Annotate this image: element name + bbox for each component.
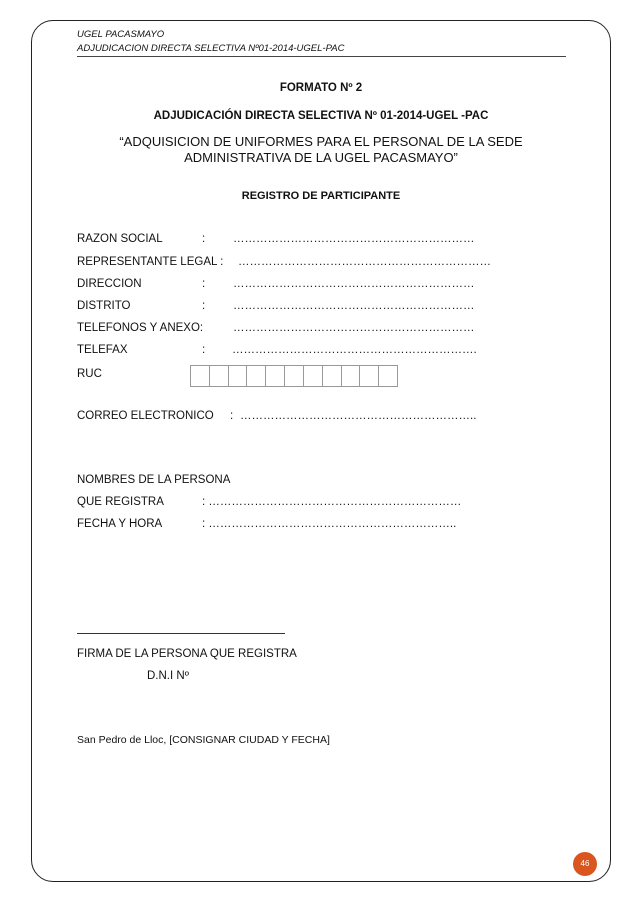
correo-label: CORREO ELECTRONICO	[77, 410, 214, 422]
ruc-digit-cell[interactable]	[285, 366, 304, 386]
distrito-label: DISTRITO	[77, 300, 131, 312]
nombres-label: NOMBRES DE LA PERSONA	[77, 474, 231, 486]
registro-title: REGISTRO DE PARTICIPANTE	[241, 190, 401, 202]
formato-title: FORMATO Nº 2	[279, 82, 363, 94]
direccion-label: DIRECCION	[77, 278, 142, 290]
adjudicacion-title: ADJUDICACIÓN DIRECTA SELECTIVA Nº 01-2014-UGEL -PAC	[153, 110, 489, 122]
direccion-field[interactable]: ………………………………………………………	[233, 278, 475, 290]
header-reference: ADJUDICACION DIRECTA SELECTIVA Nº01-2014-UGEL-PAC	[77, 43, 345, 54]
ruc-label: RUC	[77, 368, 102, 380]
signature-line[interactable]	[77, 633, 285, 634]
telefax-field[interactable]: ……………………………………………………….	[232, 344, 477, 356]
header-divider	[77, 56, 566, 57]
objeto-line-1: “ADQUISICION DE UNIFORMES PARA EL PERSONAL DE LA SEDE	[119, 134, 523, 149]
ruc-input-grid[interactable]	[190, 365, 398, 387]
razon-social-field[interactable]: ………………………………………………………	[233, 233, 475, 245]
fecha-hora-label: FECHA Y HORA	[77, 518, 163, 530]
ruc-digit-cell[interactable]	[266, 366, 285, 386]
objeto-line-2: ADMINISTRATIVA DE LA UGEL PACASMAYO”	[184, 150, 458, 165]
ruc-digit-cell[interactable]	[360, 366, 379, 386]
fecha-hora-field[interactable]: : ………………………………………………………..	[202, 518, 457, 530]
telefonos-field[interactable]: ………………………………………………………	[233, 322, 475, 334]
correo-sep: :	[230, 410, 234, 422]
distrito-field[interactable]: ………………………………………………………	[233, 300, 475, 312]
dni-label: D.N.I Nº	[147, 670, 189, 682]
telefax-sep: :	[202, 344, 206, 356]
representante-label: REPRESENTANTE LEGAL :	[77, 256, 224, 268]
ruc-digit-cell[interactable]	[191, 366, 210, 386]
ruc-digit-cell[interactable]	[342, 366, 361, 386]
que-registra-label: QUE REGISTRA	[77, 496, 164, 508]
ruc-digit-cell[interactable]	[229, 366, 248, 386]
lugar-fecha: San Pedro de Lloc, [CONSIGNAR CIUDAD Y FECHA]	[77, 734, 330, 746]
que-registra-field[interactable]: : …………………………………………………………	[202, 496, 462, 508]
ruc-digit-cell[interactable]	[304, 366, 323, 386]
correo-field[interactable]: ……………………………………………………..	[240, 410, 477, 422]
page-number-badge: 46	[573, 852, 597, 876]
telefonos-label: TELEFONOS Y ANEXO:	[77, 322, 204, 334]
header-org: UGEL PACASMAYO	[77, 29, 165, 40]
razon-social-sep: :	[202, 233, 206, 245]
ruc-digit-cell[interactable]	[379, 366, 397, 386]
firma-label: FIRMA DE LA PERSONA QUE REGISTRA	[77, 648, 297, 660]
ruc-digit-cell[interactable]	[323, 366, 342, 386]
ruc-digit-cell[interactable]	[247, 366, 266, 386]
representante-field[interactable]: …………………………………………………………	[238, 256, 491, 268]
telefax-label: TELEFAX	[77, 344, 128, 356]
distrito-sep: :	[202, 300, 206, 312]
razon-social-label: RAZON SOCIAL	[77, 233, 163, 245]
direccion-sep: :	[202, 278, 206, 290]
ruc-digit-cell[interactable]	[210, 366, 229, 386]
